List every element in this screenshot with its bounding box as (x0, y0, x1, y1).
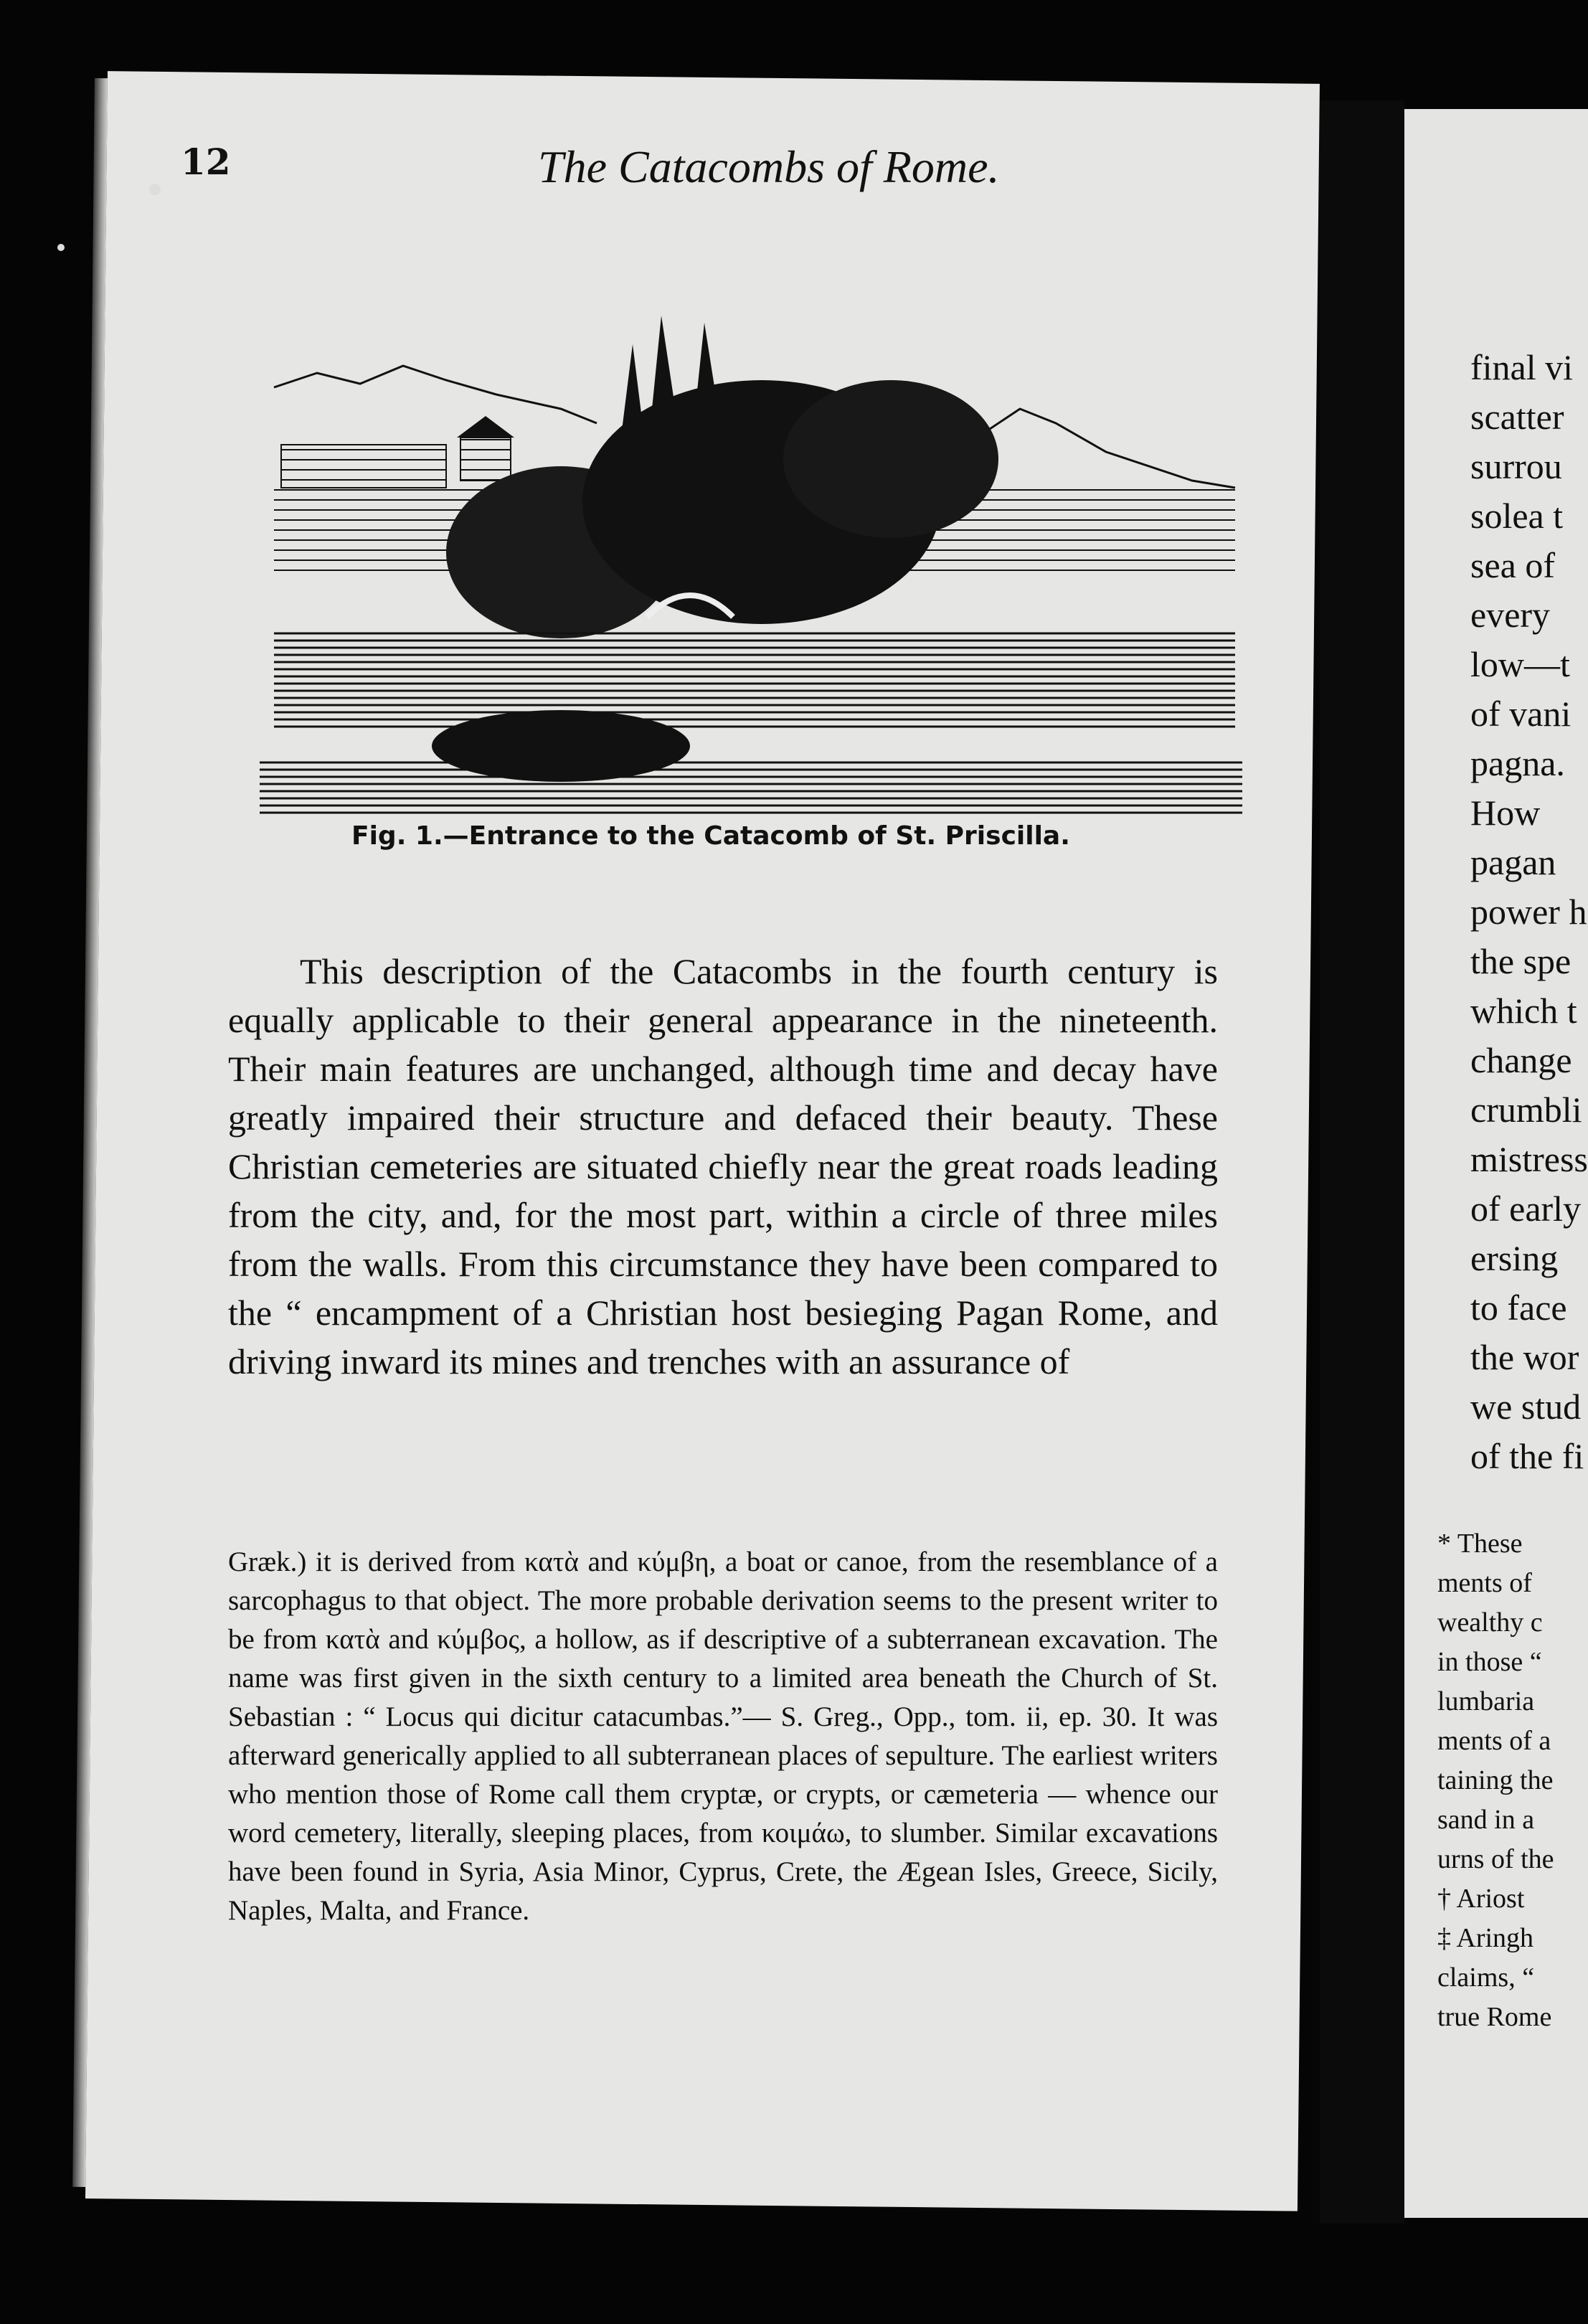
right-page-line: mistress (1470, 1139, 1588, 1179)
right-page-note-line: ments of a (1437, 1726, 1551, 1756)
right-page-line: every (1470, 595, 1551, 635)
right-page-line: we stud (1470, 1387, 1582, 1427)
right-page-line: scatter (1470, 397, 1564, 437)
page-header (0, 141, 1588, 205)
running-head: The Catacombs of Rome. (538, 141, 1000, 192)
right-page-line: How (1470, 793, 1541, 833)
right-page-note-line: taining the (1437, 1765, 1554, 1795)
footnote: Græk.) it is derived from κατὰ and κύμβη, a boat or canoe, from the resemblance of a sarcophagus to that object. The more probable derivation seems to the present writer to be from κατὰ and κύμβος, a hollow, as if descriptive of a subterranean excavation. The name was first given in the sixth century to a limited area beneath the Church of St. Sebastian : “ Locus qui dicitur catacumbas.”— S. Greg., Opp., tom. ii, ep. 30. It was afterward generically applied to all subterranean places of sepulture. The earliest writers who mention those of Rome call them cryptæ, or crypts, or cæmeteria — whence our word cemetery, literally, sleeping places, from κοιμάω, to slumber. Similar excavations have been found in Syria, Asia Minor, Cyprus, Crete, the Ægean Isles, Greece, Sicily, Naples, Malta, and France. (228, 1546, 1218, 1926)
body-paragraph: This description of the Catacombs in the fourth century is equally applicable to their general appearance in the nineteenth. Their main features are unchanged, although time and decay have greatly impaired their structure and defaced their beauty. These Christian cemeteries are situated chiefly near the great roads leading from the city, and, for the most part, within a circle of three miles from the walls. From this circumstance they have been compared to the “ encampment of a Christian host besieging Pagan Rome, and driving inward its mines and trenches with an assurance of (228, 951, 1218, 1381)
right-page-line: of vani (1470, 694, 1572, 734)
right-page-line: of the fi (1470, 1436, 1584, 1476)
right-page-line: surrou (1470, 446, 1562, 486)
right-page-note-line: claims, “ (1437, 1962, 1535, 1993)
right-page-note-line: ments of (1437, 1568, 1532, 1598)
right-page-note-line: urns of the (1437, 1844, 1554, 1874)
right-page-line: ersing (1470, 1238, 1559, 1278)
right-page-note-line: wealthy c (1437, 1607, 1543, 1638)
right-page-notes (1437, 1524, 1588, 2037)
right-page-line: crumbli (1470, 1090, 1582, 1130)
right-page-text (1470, 343, 1588, 1481)
right-page-note-line: true Rome (1437, 2002, 1552, 2032)
right-page-line: final vi (1470, 347, 1574, 387)
catacomb-entrance-illustration (260, 316, 1242, 832)
right-page-note-line: in those “ (1437, 1647, 1542, 1677)
right-page-note-line: sand in a (1437, 1805, 1535, 1835)
right-page-line: low—t (1470, 644, 1570, 684)
page-number: 12 (181, 141, 231, 183)
right-page-line: change (1470, 1040, 1572, 1080)
right-page-line: the spe (1470, 941, 1572, 981)
right-page-note-line: * These (1437, 1529, 1523, 1559)
right-page-line: pagan (1470, 842, 1556, 882)
right-page-line: sea of (1470, 545, 1555, 585)
scan-speck (149, 184, 161, 195)
figure-caption: Fig. 1.—Entrance to the Catacomb of St. Priscilla. (351, 821, 1070, 851)
right-page-line: of early (1470, 1189, 1582, 1229)
right-page-line: the wor (1470, 1337, 1579, 1377)
right-page-line: which t (1470, 991, 1577, 1031)
right-page-note-line: † Ariost (1437, 1884, 1525, 1914)
scan-speck (57, 244, 65, 251)
book-spine (1320, 100, 1404, 2224)
page-edge (72, 78, 108, 2187)
right-page-note-line: ‡ Aringh (1437, 1923, 1534, 1953)
right-page-note-line: lumbaria (1437, 1686, 1535, 1716)
right-page-line: to face (1470, 1288, 1567, 1328)
right-page-line: pagna. (1470, 743, 1565, 783)
right-page-line: solea t (1470, 496, 1564, 536)
right-page-line: power h (1470, 892, 1587, 932)
